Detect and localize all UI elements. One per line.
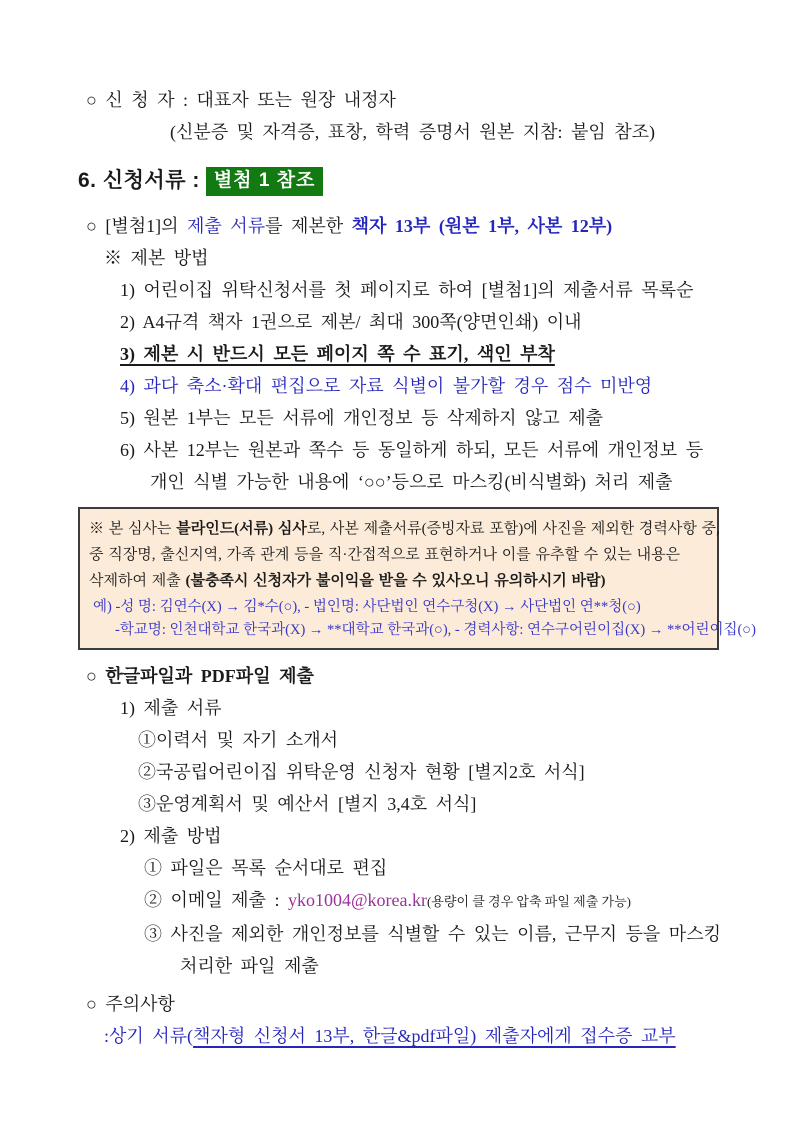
- file-method-2: [144, 884, 723, 918]
- file-method-title: 2) 제출 방법: [120, 826, 222, 846]
- file-method-1: ① 파일은 목록 순서대로 편집: [144, 858, 388, 878]
- applicant-line: ○ 신 청 자 : 대표자 또는 원장 내정자: [86, 90, 396, 110]
- notice-line3-pre: 삭제하여 제출: [89, 573, 186, 589]
- notice-line1-post: 로, 사본 제출서류(증빙자료 포함)에 사진을 제외한 경력사항 중,: [306, 521, 720, 537]
- binding-item-5: 5) 원본 1부는 모든 서류에 개인정보 등 삭제하지 않고 제출: [120, 408, 604, 428]
- submission-summary-line: [86, 210, 723, 242]
- submission-seg1: ○ [별첨1]의: [86, 216, 188, 236]
- binding-item-6-continued: 개인 식별 가능한 내용에 ‘○○’등으로 마스킹(비식별화) 처리 제출: [150, 472, 673, 492]
- binding-item-2: 2) A4규격 책자 1권으로 제본/ 최대 300쪽(양면인쇄) 이내: [120, 312, 582, 332]
- email-label: ② 이메일 제출 :: [144, 890, 288, 910]
- binding-item-4: 4) 과다 축소·확대 편집으로 자료 식별이 불가할 경우 점수 미반영: [120, 376, 653, 396]
- notice-example-2: -학교명: 인천대학교 한국과(X) → **대학교 한국과(○), - 경력사항: 연수구어린이집(X) → **어린이집(○): [115, 622, 756, 638]
- attachment-reference-badge: 별첨 1 참조: [206, 167, 324, 196]
- blind-review-notice-box: [78, 507, 756, 650]
- file-submission-title: ○ 한글파일과 PDF파일 제출: [86, 666, 314, 686]
- notice-example-1: 예) -성 명: 김연수(X) → 김*수(○), - 법인명: 사단법인 연수구청(X) → 사단법인 연**청(○): [93, 599, 641, 615]
- notice-line1-bold: 블라인드(서류) 심사: [176, 521, 307, 537]
- notice-line-1: [89, 516, 720, 542]
- binding-item-3: 3) 제본 시 반드시 모든 페이지 쪽 수 표기, 색인 부착: [120, 344, 555, 364]
- file-method-3: ③ 사진을 제외한 개인정보를 식별할 수 있는 이름, 근무지 등을 마스킹: [144, 924, 721, 944]
- applicant-note: (신분증 및 자격증, 표창, 학력 증명서 원본 지참: 붙임 참조): [170, 122, 656, 142]
- file-docs-title: 1) 제출 서류: [120, 698, 222, 718]
- caution-pre: :상기 서류(: [104, 1026, 194, 1046]
- submission-seg4: 책자 13부 (원본 1부, 사본 12부): [351, 216, 613, 236]
- section-heading: [78, 166, 723, 196]
- notice-line3-bold: (불충족시 신청자가 불이익을 받을 수 있사오니 유의하시기 바람): [185, 573, 606, 589]
- file-doc-3: ③운영계획서 및 예산서 [별지 3,4호 서식]: [138, 794, 477, 814]
- notice-line-2: 중 직장명, 출신지역, 가족 관계 등을 직·간접적으로 표현하거나 이를 유추할 수 있는 내용은: [89, 547, 681, 563]
- binding-item-6: 6) 사본 12부는 원본과 쪽수 등 동일하게 하되, 모든 서류에 개인정보 등: [120, 440, 704, 460]
- file-doc-1: ①이력서 및 자기 소개서: [138, 730, 338, 750]
- notice-line-3: [89, 568, 708, 594]
- notice-line1-pre: ※ 본 심사는: [89, 521, 177, 537]
- binding-method-title: ※ 제본 방법: [104, 248, 209, 268]
- file-method-3-continued: 처리한 파일 제출: [180, 956, 319, 976]
- submission-seg2: 제출 서류: [187, 216, 266, 236]
- file-doc-2: ②국공립어린이집 위탁운영 신청자 현황 [별지2호 서식]: [138, 762, 585, 782]
- binding-item-1: 1) 어린이집 위탁신청서를 첫 페이지로 하여 [별첨1]의 제출서류 목록순: [120, 280, 694, 300]
- caution-detail-line: [104, 1020, 723, 1052]
- caution-title: ○ 주의사항: [86, 994, 175, 1014]
- email-note: (용량이 클 경우 압축 파일 제출 가능): [427, 894, 631, 909]
- submission-seg3: 를 제본한: [265, 216, 352, 236]
- caution-underlined: 책자형 신청서 13부, 한글&pdf파일) 제출자에게 접수증 교부: [193, 1026, 676, 1046]
- email-link[interactable]: yko1004@korea.kr: [287, 890, 427, 910]
- section-heading-text: 6. 신청서류 :: [78, 169, 200, 192]
